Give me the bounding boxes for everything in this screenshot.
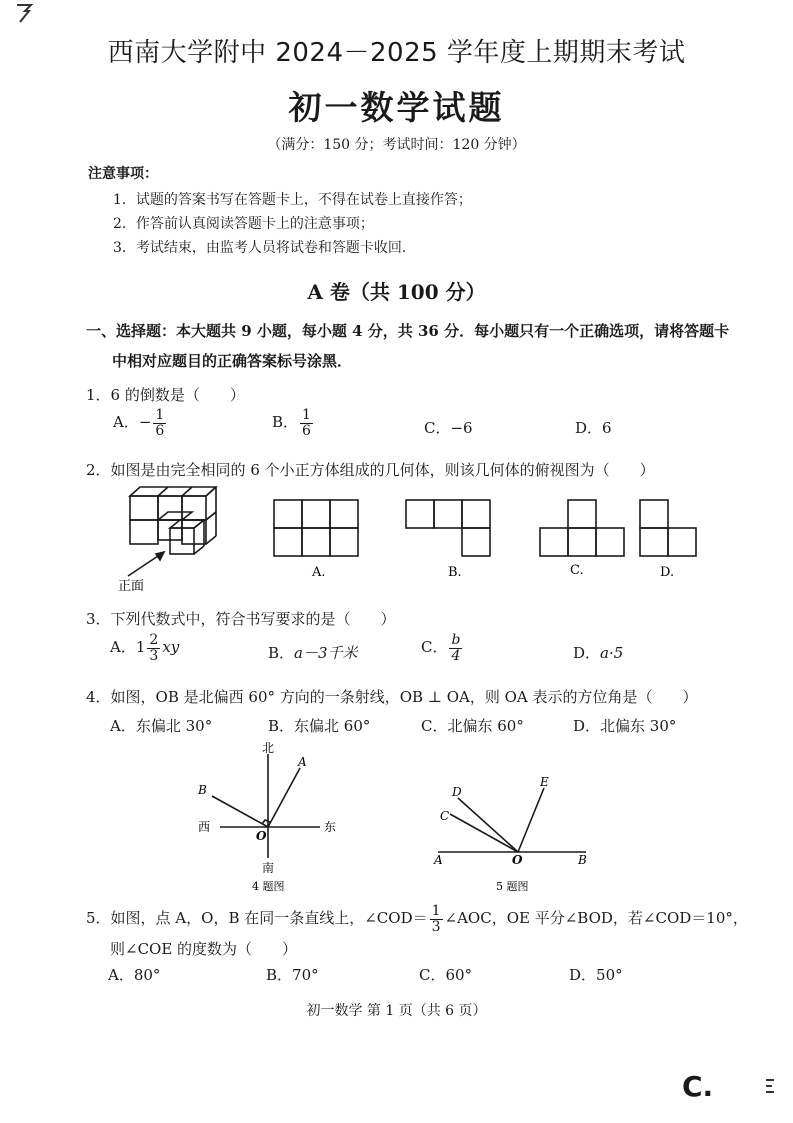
figure-4-compass [190, 740, 350, 895]
q4-stem: 4．如图，OB 是北偏西 60° 方向的一条射线，OB ⊥ OA，则 OA 表示的方位角是（ ） [86, 688, 698, 706]
q5-stem-cont: 则∠COE 的度数为（ ） [110, 940, 298, 958]
q3-option-b: B．a－3千米 [268, 644, 358, 662]
q3-option-c: C． $\frac{b}{4}$ [421, 632, 461, 664]
q3-option-a: A．1 $\frac{2}{3}$ xy [110, 632, 180, 664]
q2-label-c: C. [570, 563, 584, 578]
fig4-point-o: O [256, 829, 267, 843]
section-a-title: A 卷（共 100 分） [307, 280, 486, 304]
q2-cube-figure [118, 484, 218, 594]
fig5-point-b: B [578, 853, 587, 867]
fig4-west: 西 [198, 820, 211, 834]
fig4-south: 南 [262, 861, 275, 875]
q5-stem: 5．如图，点 A，O，B 在同一条直线上，∠COD＝ $\frac{1}{3}$ ∠AOC，OE 平分∠BOD，若∠COD＝10°， [86, 903, 748, 935]
fig5-point-d: D [452, 785, 462, 799]
fig4-point-a: A [298, 755, 307, 769]
page-footer: 初一数学 第 1 页（共 6 页） [306, 1003, 487, 1019]
fig4-caption: 4 题图 [252, 880, 285, 893]
fig5-point-c: C [440, 809, 450, 823]
q1-option-b: B． $\frac{1}{6}$ [272, 407, 311, 439]
q4-option-a: A．东偏北 30° [110, 717, 213, 735]
note-item: 3．考试结束，由监考人员将试卷和答题卡收回． [113, 240, 416, 256]
q5-option-a: A．80° [108, 966, 161, 984]
q4-option-b: B．东偏北 60° [268, 717, 371, 735]
fig5-point-a: A [434, 853, 443, 867]
score-info: （满分：150 分；考试时间：120 分钟） [267, 137, 526, 153]
exam-title: 西南大学附中 2024－2025 学年度上期期末考试 [107, 38, 686, 68]
q2-option-a-figure [270, 496, 370, 582]
fig5-point-o: O [512, 853, 523, 867]
q2-option-c-figure [536, 496, 636, 582]
note-item: 1．试题的答案书写在答题卡上，不得在试卷上直接作答； [113, 192, 472, 208]
front-label: 正面 [118, 579, 145, 594]
fig5-point-e: E [540, 775, 549, 789]
q1-option-c: C．−6 [424, 419, 473, 437]
q2-label-d: D. [660, 565, 675, 580]
fig4-north: 北 [262, 741, 275, 755]
q1-stem: 1．6 的倒数是（ ） [86, 386, 245, 404]
fig4-point-b: B [198, 783, 207, 797]
q4-option-c: C．北偏东 60° [421, 717, 524, 735]
q4-option-d: D．北偏东 30° [573, 717, 677, 735]
q5-option-c: C．60° [419, 966, 473, 984]
q2-label-b: B. [448, 565, 462, 580]
q1-option-d: D．6 [575, 419, 612, 437]
q5-option-b: B．70° [266, 966, 319, 984]
q2-stem: 2．如图是由完全相同的 6 个小正方体组成的几何体，则该几何体的俯视图为（ ） [86, 461, 655, 479]
q1-option-a: A．− $\frac{1}{6}$ [113, 407, 165, 439]
q2-label-a: A. [312, 565, 326, 580]
q2-option-d-figure [636, 496, 716, 582]
corner-tick-mark [764, 1076, 778, 1096]
figure-5-angles [428, 770, 598, 895]
corner-mark: C. [682, 1070, 714, 1103]
part1-instructions-cont: 中相对应题目的正确答案标号涂黑． [112, 352, 353, 370]
fig5-caption: 5 题图 [496, 880, 529, 893]
fig4-east: 东 [324, 820, 337, 834]
q5-option-d: D．50° [569, 966, 623, 984]
corner-scan-mark [14, 2, 34, 24]
q2-option-b-figure [402, 496, 502, 582]
part1-instructions: 一、选择题：本大题共 9 小题，每小题 4 分，共 36 分．每小题只有一个正确选项，请将答题卡 [86, 322, 730, 340]
q3-stem: 3．下列代数式中，符合书写要求的是（ ） [86, 610, 396, 628]
exam-subtitle: 初一数学试题 [288, 88, 505, 127]
q3-option-d: D．a·5 [573, 644, 624, 662]
notes-heading: 注意事项： [88, 166, 158, 182]
note-item: 2．作答前认真阅读答题卡上的注意事项； [113, 216, 374, 232]
